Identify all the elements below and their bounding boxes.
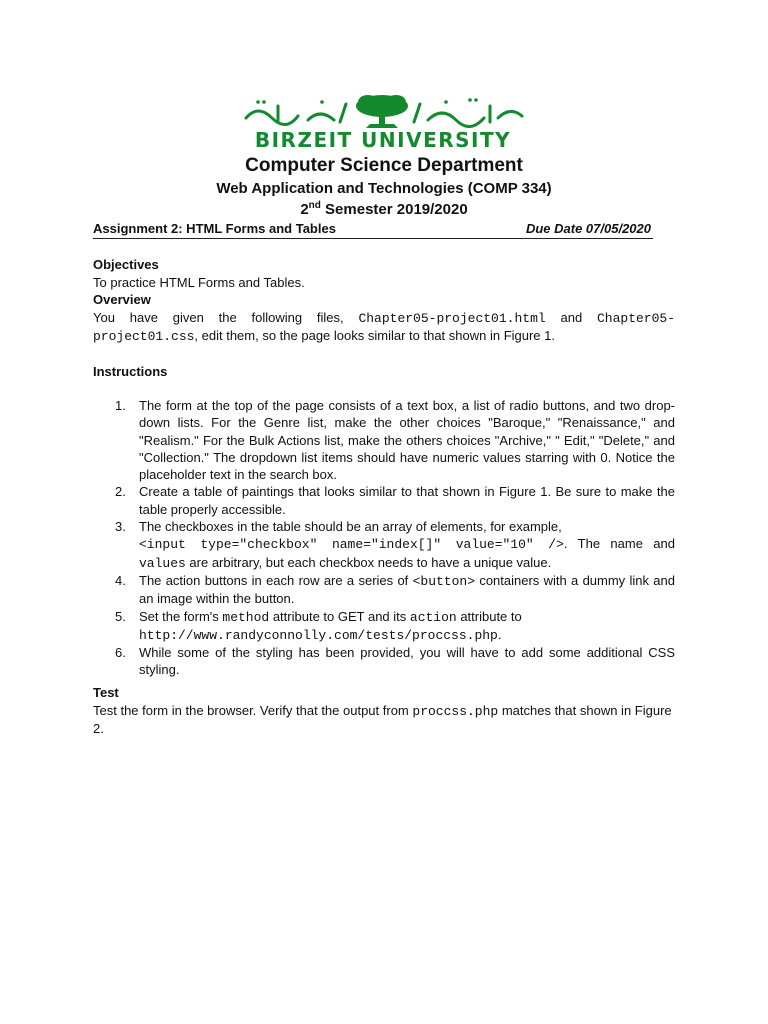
course-title: Web Application and Technologies (COMP 334) [216, 180, 552, 197]
instruction-item: 6. While some of the styling has been provided, you will have to add some additional CSS styling. [115, 645, 675, 678]
test-text: Test the form in the browser. Verify that the output from proccss.php matches that shown in Figure 2. [93, 703, 672, 737]
instructions-list [93, 397, 675, 679]
department-title: Computer Science Department [245, 155, 523, 176]
university-logo [238, 88, 528, 156]
assignment-header [93, 221, 653, 239]
filename-css: Chapter05-project01.css [93, 311, 675, 345]
objectives-text: To practice HTML Forms and Tables. [93, 275, 305, 290]
overview-heading: Overview [93, 292, 151, 307]
instruction-item: 2. Create a table of paintings that looks similar to that shown in Figure 1. Be sure to make the table properly accessible. [115, 484, 675, 517]
instruction-item: 1. The form at the top of the page consists of a text box, a list of radio buttons, and two drop-down lists. For the Genre list, make the other choices "Baroque," "Renaissance," and "Realism." For the Bulk Actions list, make the others choices "Archive," " Edit," "Delete," and "Collection." The dropdown list items should have numeric values starring with 0. Notice the placeholder text in the search box. [115, 398, 675, 483]
instruction-item: 5. Set the form's method attribute to GET and its action attribute to http://www.randyconnolly.com/tests/proccss.php. [115, 608, 522, 643]
university-name: BIRZEIT UNIVERSITY [254, 128, 512, 152]
overview-text: You have given the following files, Chapter05-project01.html and Chapter05-project01.css, edit them, so the page looks similar to that shown in Figure 1. [93, 310, 675, 345]
filename-html: Chapter05-project01.html [358, 311, 546, 326]
objectives-heading: Objectives [93, 257, 159, 272]
instructions-heading: Instructions [93, 364, 168, 379]
assignment-title: Assignment 2: HTML Forms and Tables [93, 221, 336, 236]
filename-php: proccss.php [412, 704, 499, 719]
due-date: Due Date 07/05/2020 [525, 221, 651, 236]
instruction-item: 4. The action buttons in each row are a series of <button> containers with a dummy link and an image within the button. [115, 572, 675, 607]
arabic-calligraphy-tree-emblem [238, 94, 528, 130]
test-heading: Test [93, 685, 119, 700]
instruction-item: 3. The checkboxes in the table should be an array of elements, for example, <input type="checkbox" name="index[]" value="10" />. The name and values are arbitrary, but each checkbox needs to have a unique value. [115, 519, 675, 571]
semester-title: 2nd Semester 2019/2020 [300, 200, 468, 218]
